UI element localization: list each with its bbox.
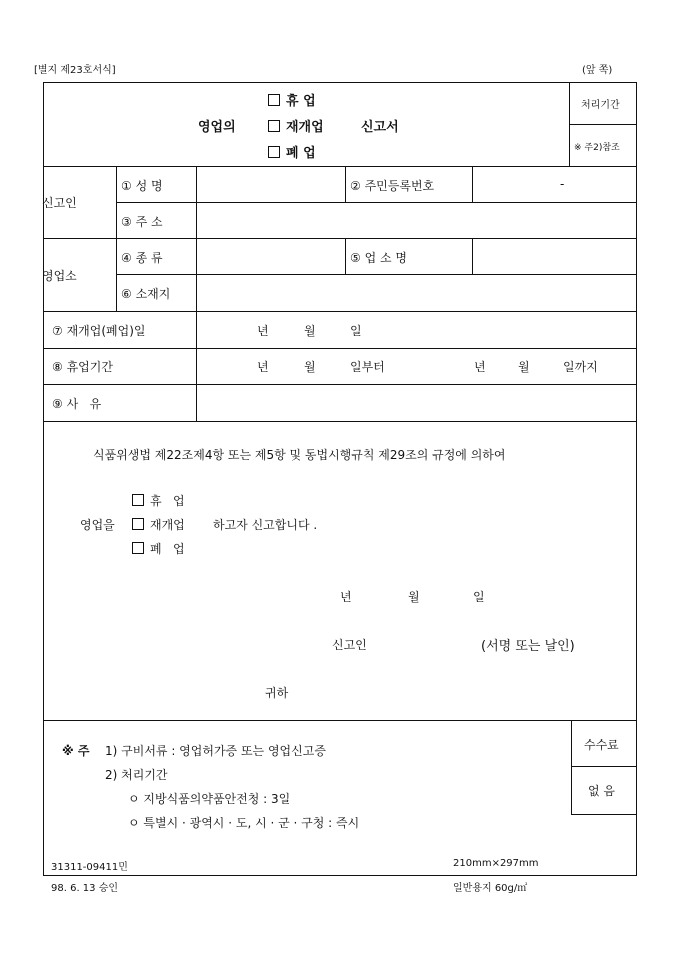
date-year: 년	[340, 590, 352, 604]
note-2a: ㅇ 지방식품의약품안전청 : 3일	[128, 792, 291, 806]
fee-label: 수수료	[584, 738, 619, 752]
reopen-year: 년	[257, 324, 269, 338]
page-side: (앞 쪽)	[582, 65, 613, 76]
note-1: 1) 구비서류 : 영업허가증 또는 영업신고증	[105, 744, 326, 758]
option-suspend[interactable]: 휴 업	[268, 90, 316, 109]
reason-label: ⑨ 사 유	[52, 397, 102, 411]
option-close[interactable]: 폐 업	[268, 142, 316, 161]
signature-note: (서명 또는 날인)	[481, 639, 575, 654]
title-prefix: 영업의	[198, 120, 236, 135]
note-2: 2) 처리기간	[105, 768, 168, 782]
footer-approved: 98. 6. 13 승인	[51, 883, 119, 894]
name-label: ① 성 명	[121, 179, 163, 193]
type-label: ④ 종 류	[121, 251, 163, 265]
option-reopen[interactable]: 재개업	[268, 116, 324, 135]
from-month: 월	[304, 360, 316, 374]
closure-period-label: ⑧ 휴업기간	[52, 360, 113, 374]
checkbox-icon[interactable]	[268, 94, 280, 106]
footer-size: 210mm×297mm	[453, 858, 539, 869]
to-month: 월	[518, 360, 530, 374]
note-2b: ㅇ 특별시 · 광역시 · 도, 시 · 군 · 구청 : 즉시	[128, 816, 360, 830]
decl-option-close[interactable]: 폐 업	[132, 540, 185, 557]
reporter-label: 신고인	[42, 196, 77, 210]
from-day: 일부터	[350, 360, 385, 374]
from-year: 년	[257, 360, 269, 374]
form-number: [별지 제23호서식]	[34, 65, 116, 76]
checkbox-icon[interactable]	[132, 494, 144, 506]
reopen-date-label: ⑦ 재개업(폐업)일	[52, 324, 146, 338]
signer-label: 신고인	[332, 638, 367, 652]
decl-option-suspend[interactable]: 휴 업	[132, 492, 185, 509]
reopen-day: 일	[350, 324, 362, 338]
title-suffix: 신고서	[361, 120, 399, 135]
addressee: 귀하	[265, 686, 289, 700]
fee-value: 없 음	[588, 784, 615, 798]
rrn-value[interactable]: -	[560, 177, 565, 191]
reopen-month: 월	[304, 324, 316, 338]
footer-paper: 일반용지 60g/㎡	[453, 883, 528, 894]
checkbox-icon[interactable]	[132, 542, 144, 554]
business-name-label: ⑤ 업 소 명	[350, 251, 407, 265]
checkbox-icon[interactable]	[268, 120, 280, 132]
decl-option-reopen[interactable]: 재개업	[132, 516, 185, 533]
declaration-text: 식품위생법 제22조제4항 또는 제5항 및 동법시행규칙 제29조의 규정에 의하여	[93, 448, 506, 462]
processing-period-note: ※ 주2)참조	[574, 143, 620, 153]
processing-period-label: 처리기간	[581, 100, 620, 111]
date-day: 일	[473, 590, 485, 604]
decl-prefix: 영업을	[80, 518, 115, 532]
checkbox-icon[interactable]	[132, 518, 144, 530]
date-month: 월	[408, 590, 420, 604]
rrn-label: ② 주민등록번호	[350, 179, 435, 193]
location-label: ⑥ 소재지	[121, 287, 171, 301]
decl-suffix: 하고자 신고합니다 .	[213, 518, 318, 532]
footer-code: 31311-09411민	[51, 862, 128, 873]
to-year: 년	[474, 360, 486, 374]
business-label: 영업소	[42, 269, 77, 283]
address-label: ③ 주 소	[121, 215, 163, 229]
notes-mark: ※ 주	[62, 744, 90, 758]
checkbox-icon[interactable]	[268, 146, 280, 158]
to-day: 일까지	[563, 360, 598, 374]
